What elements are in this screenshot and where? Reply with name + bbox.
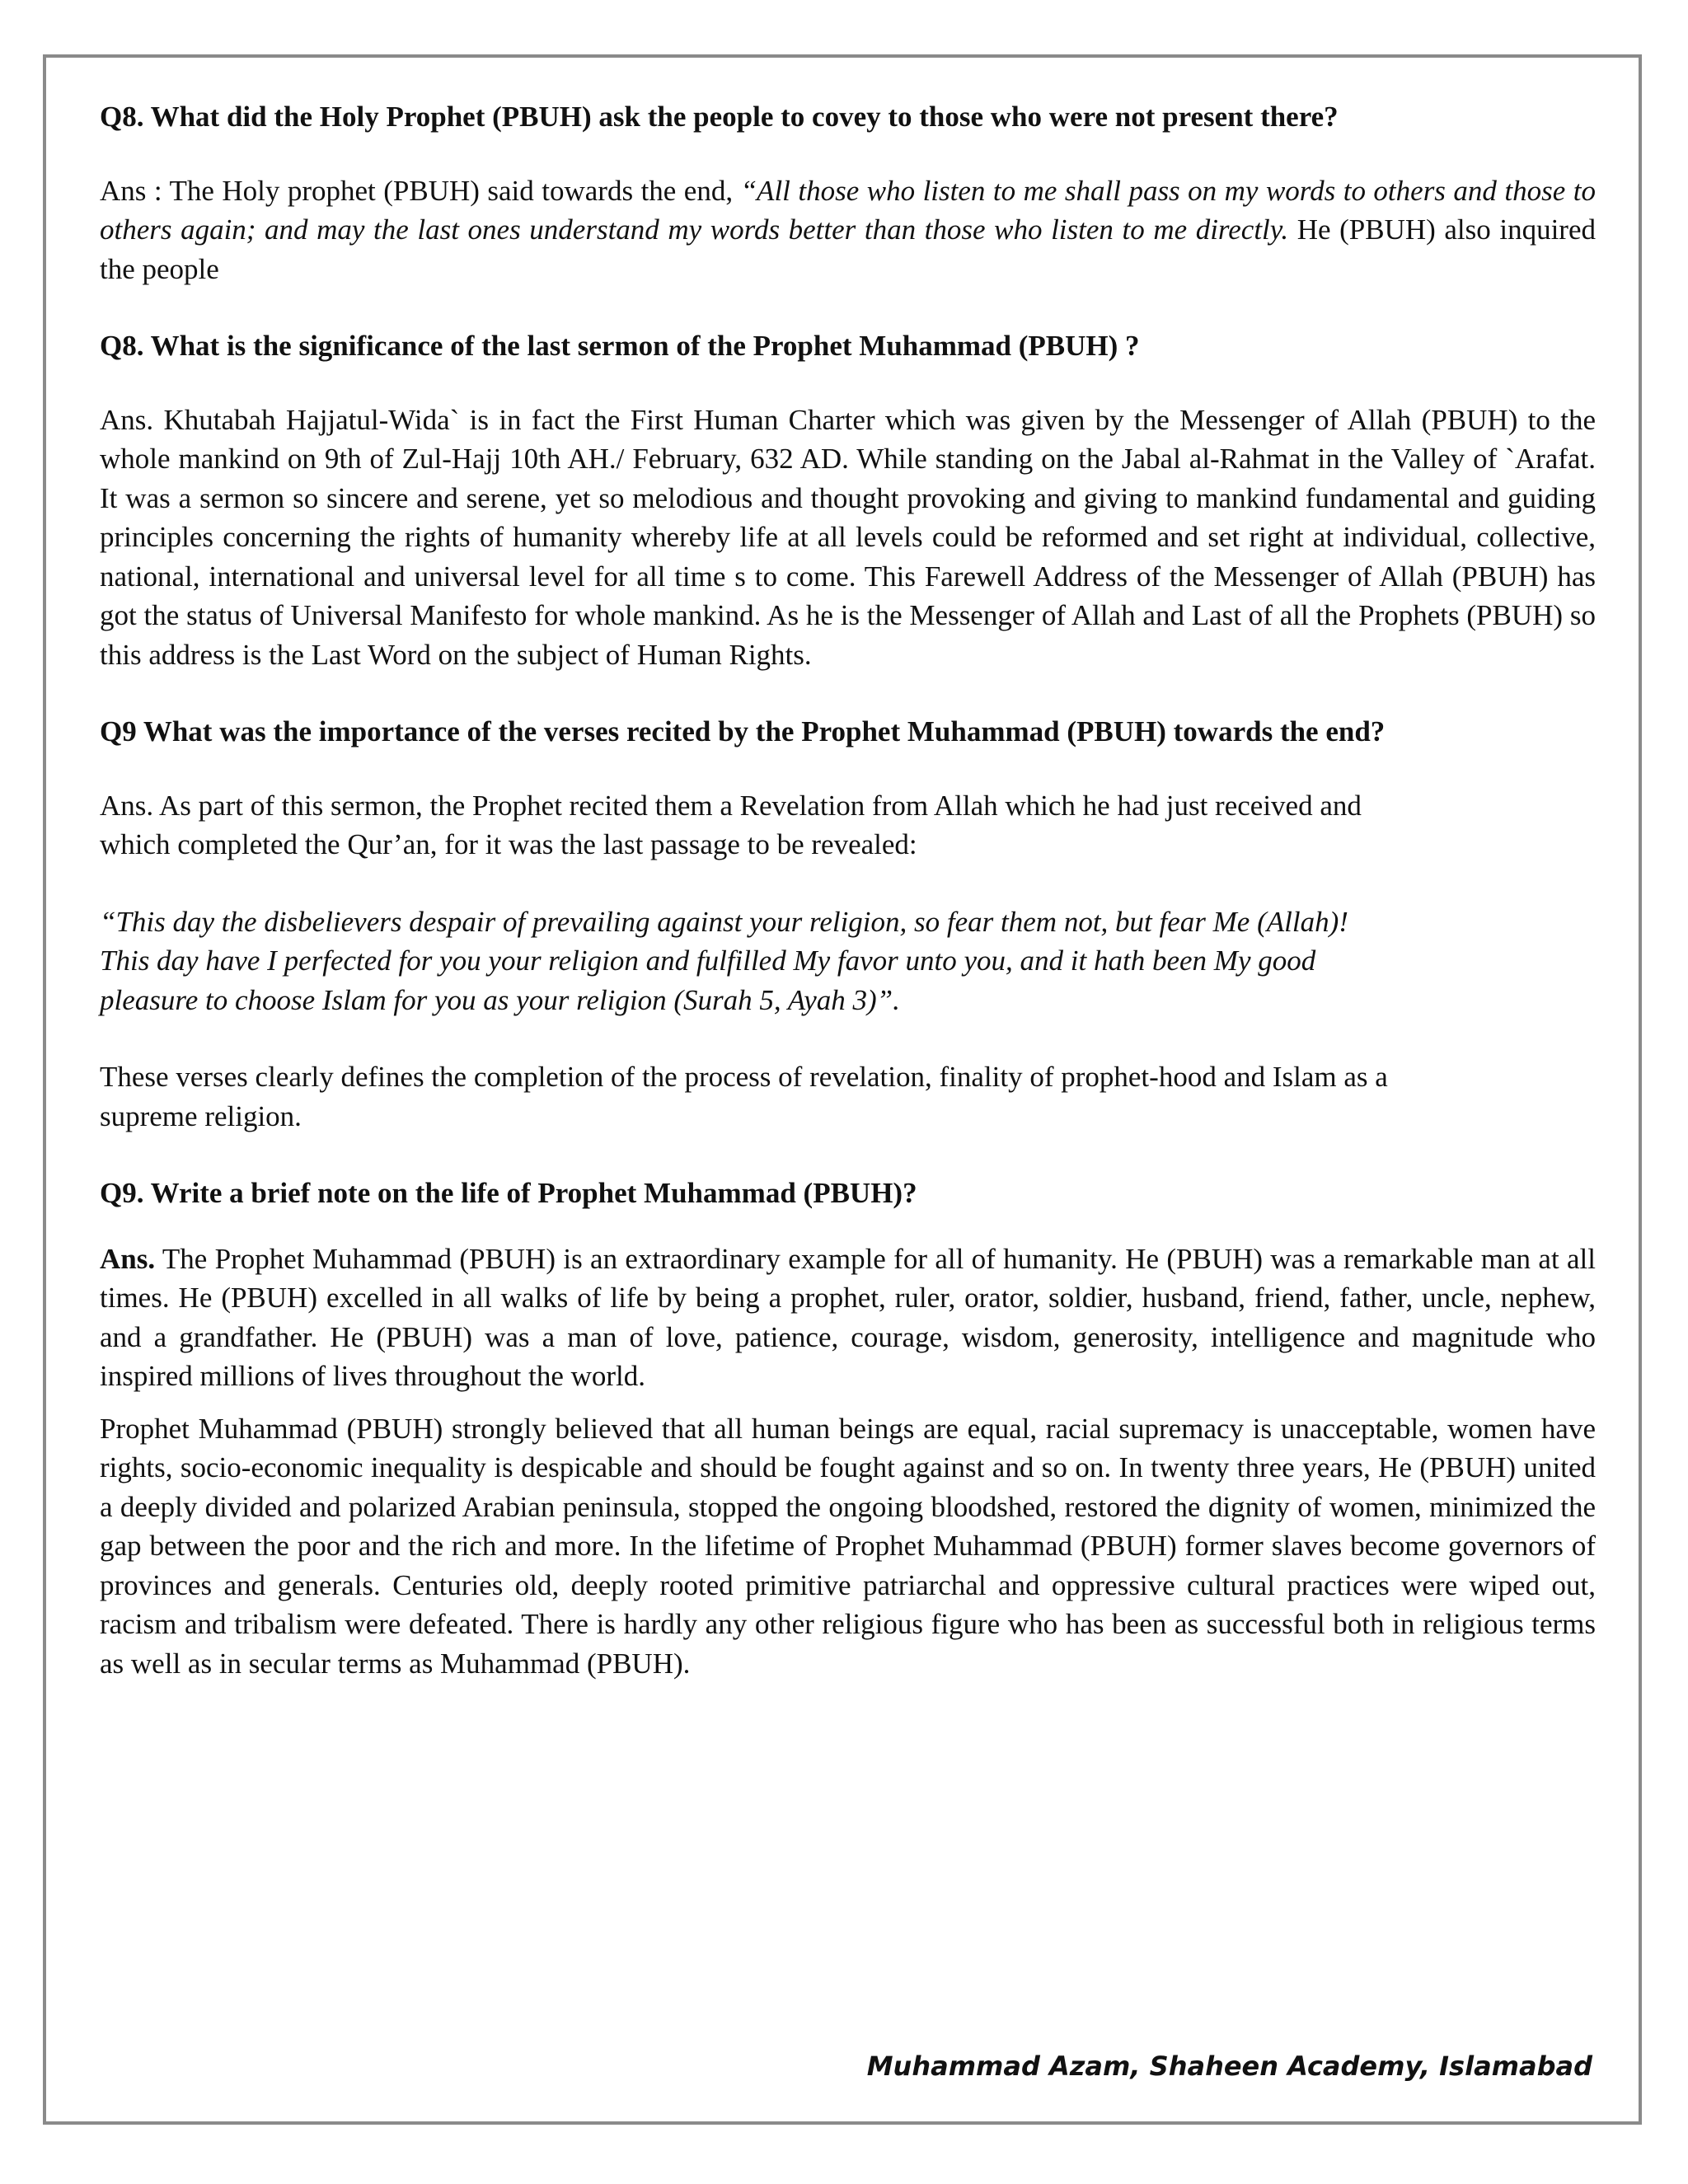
quran-verse-line-3: pleasure to choose Islam for you as your religion (Surah 5, Ayah 3)”. (100, 983, 900, 1016)
answer-2-paragraph: Ans. Khutabah Hajjatul-Wida` is in fact the First Human Charter which was given by the Messenger of Allah (PBUH) to the whole mankind on 9th of Zul-Hajj 10th AH./ February, 632 AD. While standing on the Jabal al-Rahmat in the Valley of `Arafat. It was a sermon so sincere and serene, yet so melodious and thought provoking and giving to mankind fundamental and guiding principles concerning the rights of humanity whereby life at all levels could be reformed and set right at individual, collective, national, international and universal level for all time s to come. This Farewell Address of the Messenger of Allah (PBUH) has got the status of Universal Manifesto for whole mankind. As he is the Messenger of Allah and Last of all the Prophets (PBUH) so this address is the Last Word on the subject of Human Rights. (100, 403, 1596, 671)
author-credit: Muhammad Azam, Shaheen Academy, Islamabad (866, 2050, 1592, 2082)
answer-4-paragraph-1 (100, 1240, 1596, 1396)
answer-1-paragraph (100, 171, 1596, 289)
question-3-heading: Q9 What was the importance of the verses recited by the Prophet Muhammad (PBUH) towards the end? (100, 715, 1386, 748)
question-2-heading: Q8. What is the significance of the last sermon of the Prophet Muhammad (PBUH) ? (100, 330, 1140, 362)
answer-4-label: Ans. (100, 1242, 156, 1275)
quran-verse-line-2: This day have I perfected for you your religion and fulfilled My favor unto you, and it hath been My good (100, 944, 1316, 977)
answer-1-quote: “All those who listen to me shall pass on my words to others and those to others again; and may the last ones understand my words better than those who listen to me directly. (100, 174, 1596, 246)
question-1-heading: Q8. What did the Holy Prophet (PBUH) ask the people to covey to those who were not present there? (100, 101, 1339, 133)
answer-1-tail: He (PBUH) also inquired the people (100, 213, 1596, 285)
answer-4-paragraph-2: Prophet Muhammad (PBUH) strongly believed that all human beings are equal, racial supremacy is unacceptable, women have rights, socio-economic inequality is despicable and should be fought against and so on. In twenty three years, He (PBUH) united a deeply divided and polarized Arabian peninsula, stopped the ongoing bloodshed, restored the dignity of women, minimized the gap between the poor and the rich and more. In the lifetime of Prophet Muhammad (PBUH) former slaves become governors of provinces and generals. Centuries old, deeply rooted primitive patriarchal and oppressive cultural practices were wiped out, racism and tribalism were defeated. There is hardly any other religious figure who has been as successful both in religious terms as well as in secular terms as Muhammad (PBUH). (100, 1412, 1596, 1680)
quran-verse-line-1: “This day the disbelievers despair of prevailing against your religion, so fear them not, but fear Me (Allah)! (100, 905, 1348, 938)
document-body (100, 97, 1596, 1683)
answer-3-closing-line-2: supreme religion. (100, 1099, 302, 1132)
answer-1-lead: Ans : The Holy prophet (PBUH) said towards the end, (100, 174, 741, 207)
answer-3-line-1: Ans. As part of this sermon, the Prophet recited them a Revelation from Allah which he had just received and (100, 789, 1362, 822)
answer-4-text: The Prophet Muhammad (PBUH) is an extraordinary example for all of humanity. He (PBUH) was a remarkable man at all times. He (PBUH) excelled in all walks of life by being a prophet, ruler, orator, soldier, husband, friend, father, uncle, nephew, and a grandfather. He (PBUH) was a man of love, patience, courage, wisdom, generosity, intelligence and magnitude who inspired millions of lives throughout the world. (100, 1242, 1596, 1392)
answer-3-closing-line-1: These verses clearly defines the completion of the process of revelation, finality of prophet-hood and Islam as a (100, 1061, 1388, 1093)
question-4-heading: Q9. Write a brief note on the life of Prophet Muhammad (PBUH)? (100, 1177, 917, 1209)
answer-3-line-2: which completed the Qur’an, for it was the last passage to be revealed: (100, 828, 917, 860)
